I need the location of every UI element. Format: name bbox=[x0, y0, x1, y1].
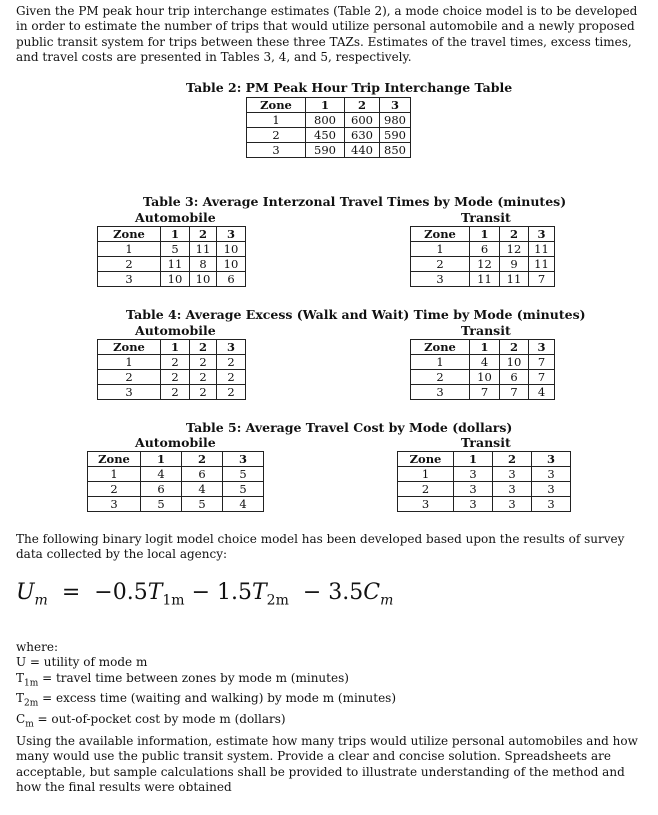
value-cell: 2 bbox=[190, 370, 217, 385]
value-cell: 11 bbox=[190, 242, 217, 257]
header-cell: 2 bbox=[500, 340, 529, 355]
value-cell: 6 bbox=[141, 482, 182, 497]
table-row bbox=[398, 467, 571, 482]
table-header-row bbox=[98, 227, 246, 242]
header-cell: 3 bbox=[532, 452, 571, 467]
value-cell: 3 bbox=[454, 467, 493, 482]
where-label: where: bbox=[16, 640, 58, 654]
header-cell: 1 bbox=[141, 452, 182, 467]
zone-cell: 3 bbox=[411, 272, 470, 287]
header-cell: Zone bbox=[88, 452, 141, 467]
value-cell: 4 bbox=[223, 497, 264, 512]
value-cell: 7 bbox=[529, 355, 555, 370]
table-row bbox=[98, 257, 246, 272]
table-row bbox=[411, 385, 555, 400]
table5-transit bbox=[397, 451, 571, 512]
value-cell: 4 bbox=[182, 482, 223, 497]
value-cell: 5 bbox=[223, 467, 264, 482]
table-header-row bbox=[88, 452, 264, 467]
table-row bbox=[411, 370, 555, 385]
table-header-row bbox=[411, 340, 555, 355]
table-row bbox=[88, 497, 264, 512]
value-cell: 2 bbox=[217, 370, 246, 385]
value-cell: 3 bbox=[493, 467, 532, 482]
value-cell: 3 bbox=[454, 497, 493, 512]
table-header-row bbox=[398, 452, 571, 467]
value-cell: 2 bbox=[217, 355, 246, 370]
zone-cell: 2 bbox=[398, 482, 454, 497]
zone-cell: 3 bbox=[411, 385, 470, 400]
header-cell: 2 bbox=[493, 452, 532, 467]
value-cell: 3 bbox=[493, 497, 532, 512]
table3-automobile-label: Automobile bbox=[135, 210, 216, 225]
value-cell: 10 bbox=[190, 272, 217, 287]
model-description: The following binary logit model choice model has been developed based upon the results of survey data collected by the local agency: bbox=[16, 532, 625, 562]
def-c: $C_m$ = out-of-pocket cost by mode m (dollars) bbox=[16, 711, 286, 730]
header-cell: 2 bbox=[190, 227, 217, 242]
value-cell: 10 bbox=[161, 272, 190, 287]
header-cell: 3 bbox=[529, 227, 555, 242]
table-row bbox=[247, 128, 411, 143]
table4-automobile bbox=[97, 339, 246, 400]
def-u: U = utility of mode m bbox=[16, 655, 148, 670]
value-cell: 11 bbox=[161, 257, 190, 272]
value-cell: 4 bbox=[529, 385, 555, 400]
table2 bbox=[246, 97, 411, 158]
table4-automobile-label: Automobile bbox=[135, 323, 216, 338]
variable-definitions bbox=[16, 640, 396, 733]
zone-cell: 1 bbox=[411, 355, 470, 370]
value-cell: 980 bbox=[380, 113, 411, 128]
value-cell: 3 bbox=[532, 467, 571, 482]
table-row bbox=[98, 385, 246, 400]
header-cell: Zone bbox=[98, 340, 161, 355]
header-cell: 1 bbox=[161, 227, 190, 242]
table4-transit bbox=[410, 339, 555, 400]
value-cell: 5 bbox=[223, 482, 264, 497]
header-cell: 1 bbox=[306, 98, 345, 113]
zone-cell: 2 bbox=[88, 482, 141, 497]
utility-equation: $U_m = -0.5T_{1m} - 1.5T_{2m} - 3.5C_m$ bbox=[16, 580, 394, 609]
closing-paragraph: Using the available information, estimate how many trips would utilize personal automobiles and how many would use the public transit system. Provide a clear and concise solution. Spreadsheets are acceptable, but sample calculations shall be provided to illustrate understanding of the method and how the final results were obtained bbox=[16, 734, 638, 794]
table5-automobile bbox=[87, 451, 264, 512]
value-cell: 8 bbox=[190, 257, 217, 272]
value-cell: 630 bbox=[345, 128, 380, 143]
table-header-row bbox=[247, 98, 411, 113]
zone-cell: 2 bbox=[98, 257, 161, 272]
zone-cell: 3 bbox=[247, 143, 306, 158]
value-cell: 10 bbox=[217, 257, 246, 272]
value-cell: 440 bbox=[345, 143, 380, 158]
table-row bbox=[411, 242, 555, 257]
table-row bbox=[411, 355, 555, 370]
header-cell: 1 bbox=[470, 227, 500, 242]
value-cell: 600 bbox=[345, 113, 380, 128]
header-cell: Zone bbox=[398, 452, 454, 467]
value-cell: 10 bbox=[500, 355, 529, 370]
value-cell: 7 bbox=[529, 370, 555, 385]
zone-cell: 3 bbox=[98, 272, 161, 287]
zone-cell: 1 bbox=[247, 113, 306, 128]
header-cell: Zone bbox=[411, 340, 470, 355]
header-cell: 3 bbox=[529, 340, 555, 355]
value-cell: 10 bbox=[470, 370, 500, 385]
header-cell: Zone bbox=[247, 98, 306, 113]
table3-title: Table 3: Average Interzonal Travel Times by Mode (minutes) bbox=[143, 194, 567, 209]
zone-cell: 2 bbox=[411, 257, 470, 272]
value-cell: 3 bbox=[493, 482, 532, 497]
value-cell: 5 bbox=[161, 242, 190, 257]
table-row bbox=[411, 272, 555, 287]
zone-cell: 1 bbox=[398, 467, 454, 482]
table5-automobile-label: Automobile bbox=[135, 435, 216, 450]
value-cell: 11 bbox=[470, 272, 500, 287]
zone-cell: 1 bbox=[88, 467, 141, 482]
header-cell: 2 bbox=[500, 227, 529, 242]
table3-automobile bbox=[97, 226, 246, 287]
value-cell: 2 bbox=[161, 355, 190, 370]
value-cell: 11 bbox=[529, 257, 555, 272]
header-cell: 2 bbox=[182, 452, 223, 467]
zone-cell: 2 bbox=[98, 370, 161, 385]
value-cell: 450 bbox=[306, 128, 345, 143]
value-cell: 3 bbox=[454, 482, 493, 497]
value-cell: 2 bbox=[217, 385, 246, 400]
value-cell: 4 bbox=[141, 467, 182, 482]
value-cell: 850 bbox=[380, 143, 411, 158]
value-cell: 2 bbox=[190, 355, 217, 370]
table2-title: Table 2: PM Peak Hour Trip Interchange Table bbox=[186, 80, 513, 95]
zone-cell: 2 bbox=[247, 128, 306, 143]
table3-transit bbox=[410, 226, 555, 287]
value-cell: 6 bbox=[470, 242, 500, 257]
table-row bbox=[98, 355, 246, 370]
table-row bbox=[98, 370, 246, 385]
table-row bbox=[88, 467, 264, 482]
value-cell: 7 bbox=[470, 385, 500, 400]
value-cell: 2 bbox=[161, 385, 190, 400]
value-cell: 5 bbox=[182, 497, 223, 512]
table-row bbox=[247, 143, 411, 158]
header-cell: 1 bbox=[454, 452, 493, 467]
value-cell: 590 bbox=[306, 143, 345, 158]
value-cell: 7 bbox=[500, 385, 529, 400]
zone-cell: 1 bbox=[411, 242, 470, 257]
table3-transit-label: Transit bbox=[461, 210, 511, 225]
header-cell: 1 bbox=[161, 340, 190, 355]
value-cell: 11 bbox=[529, 242, 555, 257]
table-row bbox=[98, 242, 246, 257]
table5-title: Table 5: Average Travel Cost by Mode (dollars) bbox=[186, 420, 513, 435]
table4-transit-label: Transit bbox=[461, 323, 511, 338]
table-row bbox=[411, 257, 555, 272]
zone-cell: 3 bbox=[398, 497, 454, 512]
value-cell: 3 bbox=[532, 482, 571, 497]
table-row bbox=[398, 482, 571, 497]
value-cell: 10 bbox=[217, 242, 246, 257]
header-cell: 2 bbox=[345, 98, 380, 113]
header-cell: 2 bbox=[190, 340, 217, 355]
table-header-row bbox=[98, 340, 246, 355]
value-cell: 5 bbox=[141, 497, 182, 512]
header-cell: Zone bbox=[411, 227, 470, 242]
table-row bbox=[247, 113, 411, 128]
value-cell: 7 bbox=[529, 272, 555, 287]
header-cell: 3 bbox=[223, 452, 264, 467]
def-t2: $T_{2m}$ = excess time (waiting and walking) by mode m (minutes) bbox=[16, 691, 397, 709]
value-cell: 12 bbox=[470, 257, 500, 272]
value-cell: 4 bbox=[470, 355, 500, 370]
table-row bbox=[398, 497, 571, 512]
value-cell: 2 bbox=[190, 385, 217, 400]
value-cell: 6 bbox=[217, 272, 246, 287]
value-cell: 6 bbox=[182, 467, 223, 482]
value-cell: 6 bbox=[500, 370, 529, 385]
zone-cell: 3 bbox=[88, 497, 141, 512]
value-cell: 2 bbox=[161, 370, 190, 385]
value-cell: 11 bbox=[500, 272, 529, 287]
zone-cell: 1 bbox=[98, 242, 161, 257]
table4-title: Table 4: Average Excess (Walk and Wait) Time by Mode (minutes) bbox=[126, 307, 586, 322]
zone-cell: 2 bbox=[411, 370, 470, 385]
zone-cell: 1 bbox=[98, 355, 161, 370]
intro-paragraph: Given the PM peak hour trip interchange estimates (Table 2), a mode choice model is to be developed in order to estimate the number of trips that would utilize personal automobile and a newly proposed public transit system for trips between these three TAZs. Estimates of the travel times, excess times, and travel costs are presented in Tables 3, 4, and 5, respectively. bbox=[16, 4, 638, 64]
table-row bbox=[98, 272, 246, 287]
value-cell: 9 bbox=[500, 257, 529, 272]
header-cell: 3 bbox=[380, 98, 411, 113]
value-cell: 800 bbox=[306, 113, 345, 128]
header-cell: 1 bbox=[470, 340, 500, 355]
header-cell: 3 bbox=[217, 227, 246, 242]
value-cell: 590 bbox=[380, 128, 411, 143]
value-cell: 12 bbox=[500, 242, 529, 257]
def-t1: $T_{1m}$ = travel time between zones by mode m (minutes) bbox=[16, 670, 349, 688]
value-cell: 3 bbox=[532, 497, 571, 512]
zone-cell: 3 bbox=[98, 385, 161, 400]
table5-transit-label: Transit bbox=[461, 435, 511, 450]
table-row bbox=[88, 482, 264, 497]
header-cell: 3 bbox=[217, 340, 246, 355]
header-cell: Zone bbox=[98, 227, 161, 242]
table-header-row bbox=[411, 227, 555, 242]
